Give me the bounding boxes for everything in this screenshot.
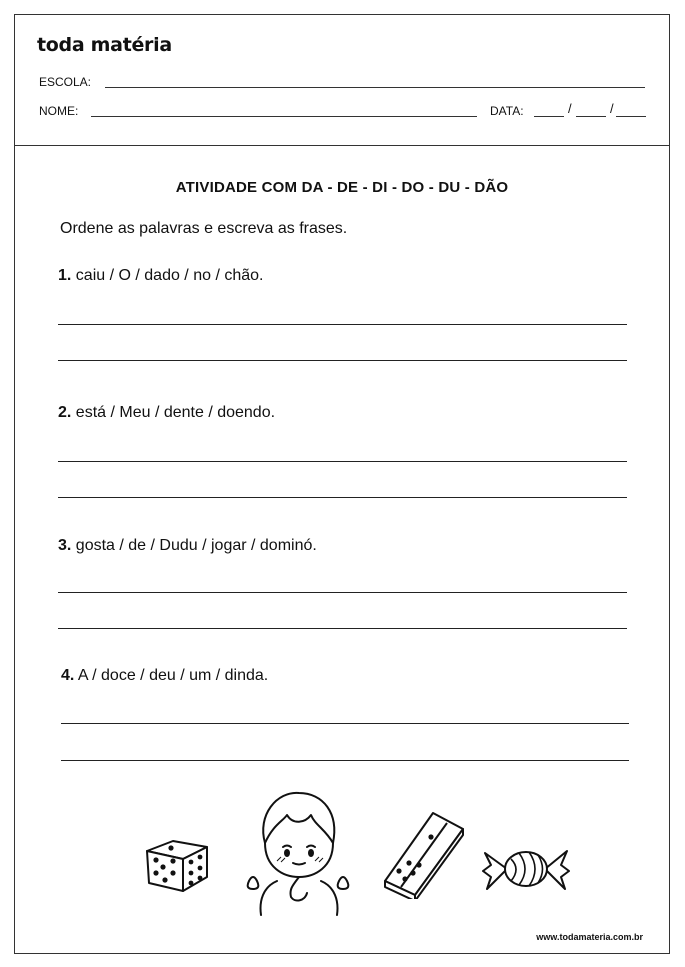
boy-toothache-icon: [243, 785, 353, 917]
domino-icon: [379, 807, 469, 899]
activity-title: ATIVIDADE COM DA - DE - DI - DO - DU - DÃO: [175, 179, 509, 196]
question-words: está / Meu / dente / doendo.: [75, 404, 276, 421]
question-1: [58, 267, 263, 285]
date-separator: /: [610, 101, 614, 116]
question-number: 2.: [58, 404, 72, 421]
date-year-field[interactable]: [616, 116, 646, 117]
question-words: A / doce / deu / um / dinda.: [77, 667, 269, 684]
activity-instruction: Ordene as palavras e escreva as frases.: [60, 220, 348, 237]
question-number: 4.: [61, 667, 75, 684]
name-field[interactable]: [91, 116, 477, 117]
name-label: NOME:: [39, 104, 79, 118]
question-3: [58, 537, 317, 555]
date-separator: /: [568, 101, 572, 116]
question-4: [61, 667, 268, 685]
brand-logo: toda matéria: [37, 34, 172, 56]
date-month-field[interactable]: [576, 116, 606, 117]
school-label: ESCOLA:: [39, 75, 92, 89]
date-day-field[interactable]: [534, 116, 564, 117]
school-field[interactable]: [105, 87, 645, 88]
footer-url[interactable]: www.todamateria.com.br: [536, 932, 643, 942]
answer-line[interactable]: [61, 760, 629, 761]
question-number: 1.: [58, 267, 72, 284]
question-number: 3.: [58, 537, 72, 554]
date-label: DATA:: [490, 104, 524, 118]
answer-line[interactable]: [61, 723, 629, 724]
question-words: gosta / de / Dudu / jogar / dominó.: [75, 537, 317, 554]
answer-line[interactable]: [58, 628, 627, 629]
question-2: [58, 404, 275, 422]
answer-line[interactable]: [58, 592, 627, 593]
dice-icon: [143, 833, 213, 895]
worksheet-header: [15, 15, 669, 146]
answer-line[interactable]: [58, 324, 627, 325]
question-words: caiu / O / dado / no / chão.: [75, 267, 264, 284]
candy-icon: [481, 843, 571, 895]
worksheet: [14, 14, 670, 954]
answer-line[interactable]: [58, 497, 627, 498]
answer-line[interactable]: [58, 461, 627, 462]
answer-line[interactable]: [58, 360, 627, 361]
